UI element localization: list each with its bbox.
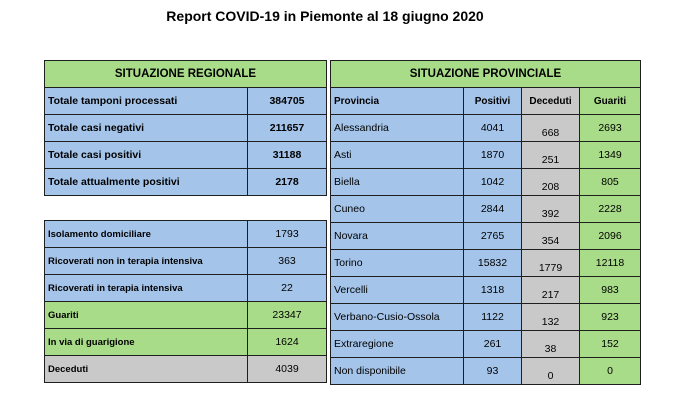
table-row: [331, 358, 641, 385]
positives-value: 2844: [464, 196, 522, 223]
province-name: Torino: [331, 250, 464, 277]
row-label: Ricoverati non in terapia intensiva: [45, 248, 248, 275]
row-label: Totale tamponi processati: [45, 88, 248, 115]
row-label: Guariti: [45, 302, 248, 329]
recovered-value: 2693: [580, 115, 641, 142]
row-label: Ricoverati in terapia intensiva: [45, 275, 248, 302]
deaths-value: 132: [522, 304, 580, 331]
provincial-table: [330, 60, 641, 385]
deaths-value: 668: [522, 115, 580, 142]
province-name: Asti: [331, 142, 464, 169]
row-value: 22: [248, 275, 327, 302]
report-title: Report COVID-19 in Piemonte al 18 giugno 2020: [166, 8, 484, 24]
deaths-value: 38: [522, 331, 580, 358]
deaths-value: 354: [522, 223, 580, 250]
table-row: [331, 196, 641, 223]
table-row: [45, 275, 327, 302]
table-row: [331, 250, 641, 277]
regional-summary-table: [44, 60, 327, 196]
table-row: [45, 88, 327, 115]
positives-value: 15832: [464, 250, 522, 277]
row-value: 1624: [248, 329, 327, 356]
row-label: Totale attualmente positivi: [45, 169, 248, 196]
table-row: [45, 142, 327, 169]
row-value: 211657: [248, 115, 327, 142]
regional-breakdown-table: [44, 220, 327, 383]
province-name: Verbano-Cusio-Ossola: [331, 304, 464, 331]
table-row: [45, 302, 327, 329]
column-header-recovered: Guariti: [580, 88, 641, 115]
table-row: [331, 304, 641, 331]
table-row: [45, 329, 327, 356]
recovered-value: 1349: [580, 142, 641, 169]
recovered-value: 2096: [580, 223, 641, 250]
positives-value: 1318: [464, 277, 522, 304]
province-name: Non disponibile: [331, 358, 464, 385]
row-value: 4039: [248, 356, 327, 383]
table-row: [45, 356, 327, 383]
table-row: [331, 115, 641, 142]
deaths-value: 251: [522, 142, 580, 169]
row-value: 363: [248, 248, 327, 275]
deaths-value: 392: [522, 196, 580, 223]
row-label: Deceduti: [45, 356, 248, 383]
row-value: 23347: [248, 302, 327, 329]
province-name: Extraregione: [331, 331, 464, 358]
provincial-header: SITUAZIONE PROVINCIALE: [331, 61, 641, 88]
province-name: Alessandria: [331, 115, 464, 142]
recovered-value: 0: [580, 358, 641, 385]
recovered-value: 152: [580, 331, 641, 358]
column-header-deaths: Deceduti: [522, 88, 580, 115]
row-label: Totale casi negativi: [45, 115, 248, 142]
row-value: 1793: [248, 221, 327, 248]
positives-value: 93: [464, 358, 522, 385]
row-label: In via di guarigione: [45, 329, 248, 356]
recovered-value: 923: [580, 304, 641, 331]
table-row: [45, 169, 327, 196]
table-row: [45, 248, 327, 275]
row-label: Isolamento domiciliare: [45, 221, 248, 248]
deaths-value: 208: [522, 169, 580, 196]
deaths-value: 1779: [522, 250, 580, 277]
province-name: Biella: [331, 169, 464, 196]
positives-value: 1122: [464, 304, 522, 331]
table-row: [331, 169, 641, 196]
positives-value: 1042: [464, 169, 522, 196]
positives-value: 2765: [464, 223, 522, 250]
deaths-value: 217: [522, 277, 580, 304]
table-row: [331, 142, 641, 169]
positives-value: 261: [464, 331, 522, 358]
province-name: Novara: [331, 223, 464, 250]
province-name: Vercelli: [331, 277, 464, 304]
recovered-value: 983: [580, 277, 641, 304]
recovered-value: 805: [580, 169, 641, 196]
table-row: [331, 277, 641, 304]
regional-header: SITUAZIONE REGIONALE: [45, 61, 327, 88]
positives-value: 1870: [464, 142, 522, 169]
column-header-positives: Positivi: [464, 88, 522, 115]
table-row: [45, 115, 327, 142]
row-label: Totale casi positivi: [45, 142, 248, 169]
column-header-province: Provincia: [331, 88, 464, 115]
deaths-value: 0: [522, 358, 580, 385]
recovered-value: 2228: [580, 196, 641, 223]
row-value: 31188: [248, 142, 327, 169]
column-header-row: [331, 88, 641, 115]
table-row: [331, 223, 641, 250]
table-row: [331, 331, 641, 358]
row-value: 2178: [248, 169, 327, 196]
positives-value: 4041: [464, 115, 522, 142]
recovered-value: 12118: [580, 250, 641, 277]
table-row: [45, 221, 327, 248]
row-value: 384705: [248, 88, 327, 115]
province-name: Cuneo: [331, 196, 464, 223]
